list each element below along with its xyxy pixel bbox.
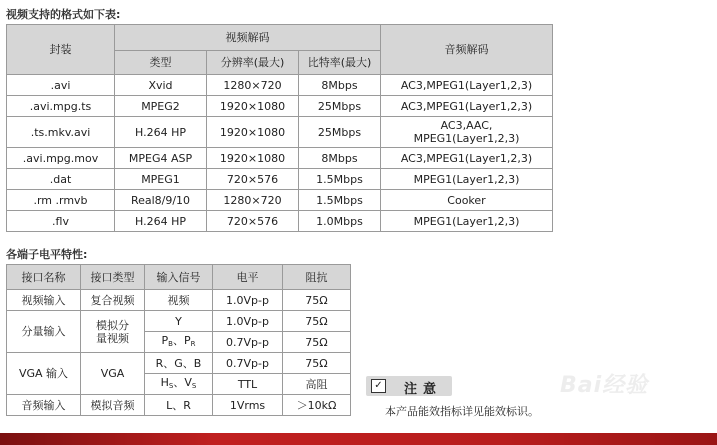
cell-container: .flv — [7, 211, 115, 232]
cell-impedance: 75Ω — [283, 290, 351, 311]
signal-table-title: 各端子电平特性: — [6, 248, 88, 261]
table-row — [7, 96, 553, 117]
watermark-logo: Bai经验 — [560, 373, 649, 398]
signal-pr-sub: R — [190, 339, 196, 348]
signal-pb-sub: B — [168, 339, 173, 348]
cell-container: .dat — [7, 169, 115, 190]
header-video-decoding: 视频解码 — [115, 25, 381, 51]
cell-name: 音频输入 — [7, 395, 81, 416]
header-interface-name: 接口名称 — [7, 265, 81, 290]
cell-name: 分量输入 — [7, 311, 81, 353]
cell-type: 模拟音频 — [81, 395, 145, 416]
cell-impedance: ＞10kΩ — [283, 395, 351, 416]
cell-type: H.264 HP — [115, 211, 207, 232]
cell-signal — [145, 374, 213, 395]
note-box — [366, 376, 452, 396]
cell-type: H.264 HP — [115, 117, 207, 148]
cell-type: 复合视频 — [81, 290, 145, 311]
bottom-decorative-bar — [0, 433, 717, 445]
checkbox-check-icon: ✓ — [371, 379, 386, 393]
header-impedance: 阻抗 — [283, 265, 351, 290]
cell-resolution: 1920×1080 — [207, 117, 299, 148]
cell-impedance: 75Ω — [283, 311, 351, 332]
header-resolution: 分辨率(最大) — [207, 51, 299, 75]
header-bitrate: 比特率(最大) — [299, 51, 381, 75]
cell-type: 模拟分量视频 — [81, 311, 145, 353]
cell-type: VGA — [81, 353, 145, 395]
cell-resolution: 1920×1080 — [207, 96, 299, 117]
table-row — [7, 75, 553, 96]
table-row — [7, 190, 553, 211]
cell-type: Real8/9/10 — [115, 190, 207, 211]
cell-bitrate: 25Mbps — [299, 117, 381, 148]
signal-hs: H — [160, 375, 169, 389]
cell-level: 0.7Vp-p — [213, 332, 283, 353]
header-container: 封装 — [7, 25, 115, 75]
cell-audio: MPEG1(Layer1,2,3) — [381, 211, 553, 232]
cell-level: 1.0Vp-p — [213, 311, 283, 332]
cell-container: .rm .rmvb — [7, 190, 115, 211]
cell-container: .ts.mkv.avi — [7, 117, 115, 148]
cell-audio: AC3,MPEG1(Layer1,2,3) — [381, 96, 553, 117]
cell-bitrate: 25Mbps — [299, 96, 381, 117]
header-level: 电平 — [213, 265, 283, 290]
header-audio-decoding: 音频解码 — [381, 25, 553, 75]
signal-separator: 、 — [172, 333, 184, 347]
cell-bitrate: 1.5Mbps — [299, 190, 381, 211]
format-table-title: 视频支持的格式如下表: — [6, 8, 121, 21]
table-row — [7, 290, 351, 311]
header-interface-type: 接口类型 — [81, 265, 145, 290]
cell-impedance: 高阻 — [283, 374, 351, 395]
cell-container: .avi.mpg.ts — [7, 96, 115, 117]
note-text: 本产品能效指标详见能效标识。 — [385, 405, 539, 418]
cell-signal: L、R — [145, 395, 213, 416]
cell-level: TTL — [213, 374, 283, 395]
cell-level: 0.7Vp-p — [213, 353, 283, 374]
cell-bitrate: 1.5Mbps — [299, 169, 381, 190]
signal-hs-sub: S — [168, 381, 174, 390]
table-row — [7, 148, 553, 169]
cell-impedance: 75Ω — [283, 332, 351, 353]
cell-bitrate: 1.0Mbps — [299, 211, 381, 232]
cell-container: .avi — [7, 75, 115, 96]
cell-signal: 视频 — [145, 290, 213, 311]
cell-resolution: 720×576 — [207, 211, 299, 232]
cell-signal — [145, 332, 213, 353]
cell-name: VGA 输入 — [7, 353, 81, 395]
cell-name: 视频输入 — [7, 290, 81, 311]
cell-level: 1.0Vp-p — [213, 290, 283, 311]
cell-resolution: 720×576 — [207, 169, 299, 190]
signal-vs: V — [184, 375, 192, 389]
cell-type: MPEG1 — [115, 169, 207, 190]
cell-level: 1Vrms — [213, 395, 283, 416]
cell-resolution: 1920×1080 — [207, 148, 299, 169]
signal-level-table — [6, 264, 351, 416]
header-input-signal: 输入信号 — [145, 265, 213, 290]
cell-signal: Y — [145, 311, 213, 332]
cell-type: MPEG4 ASP — [115, 148, 207, 169]
table-row — [7, 353, 351, 374]
cell-container: .avi.mpg.mov — [7, 148, 115, 169]
table-row — [7, 169, 553, 190]
signal-separator: 、 — [173, 375, 185, 389]
table-row — [7, 211, 553, 232]
cell-audio: AC3,MPEG1(Layer1,2,3) — [381, 148, 553, 169]
header-type: 类型 — [115, 51, 207, 75]
cell-audio — [381, 117, 553, 148]
table-row — [7, 311, 351, 332]
cell-type: Xvid — [115, 75, 207, 96]
signal-pb: P — [161, 333, 169, 347]
cell-bitrate: 8Mbps — [299, 75, 381, 96]
note-title: 注意 — [404, 382, 443, 397]
cell-audio: AC3,MPEG1(Layer1,2,3) — [381, 75, 553, 96]
table-row — [7, 117, 553, 148]
table-row — [7, 395, 351, 416]
cell-resolution: 1280×720 — [207, 75, 299, 96]
signal-pr: P — [183, 333, 191, 347]
cell-bitrate: 8Mbps — [299, 148, 381, 169]
signal-vs-sub: S — [191, 381, 197, 390]
cell-resolution: 1280×720 — [207, 190, 299, 211]
cell-audio-line2: MPEG1(Layer1,2,3) — [413, 132, 520, 145]
cell-audio-line1: AC3,AAC, — [440, 119, 493, 132]
cell-signal: R、G、B — [145, 353, 213, 374]
cell-type: MPEG2 — [115, 96, 207, 117]
cell-audio: Cooker — [381, 190, 553, 211]
cell-audio: MPEG1(Layer1,2,3) — [381, 169, 553, 190]
cell-impedance: 75Ω — [283, 353, 351, 374]
video-format-table — [6, 24, 553, 232]
